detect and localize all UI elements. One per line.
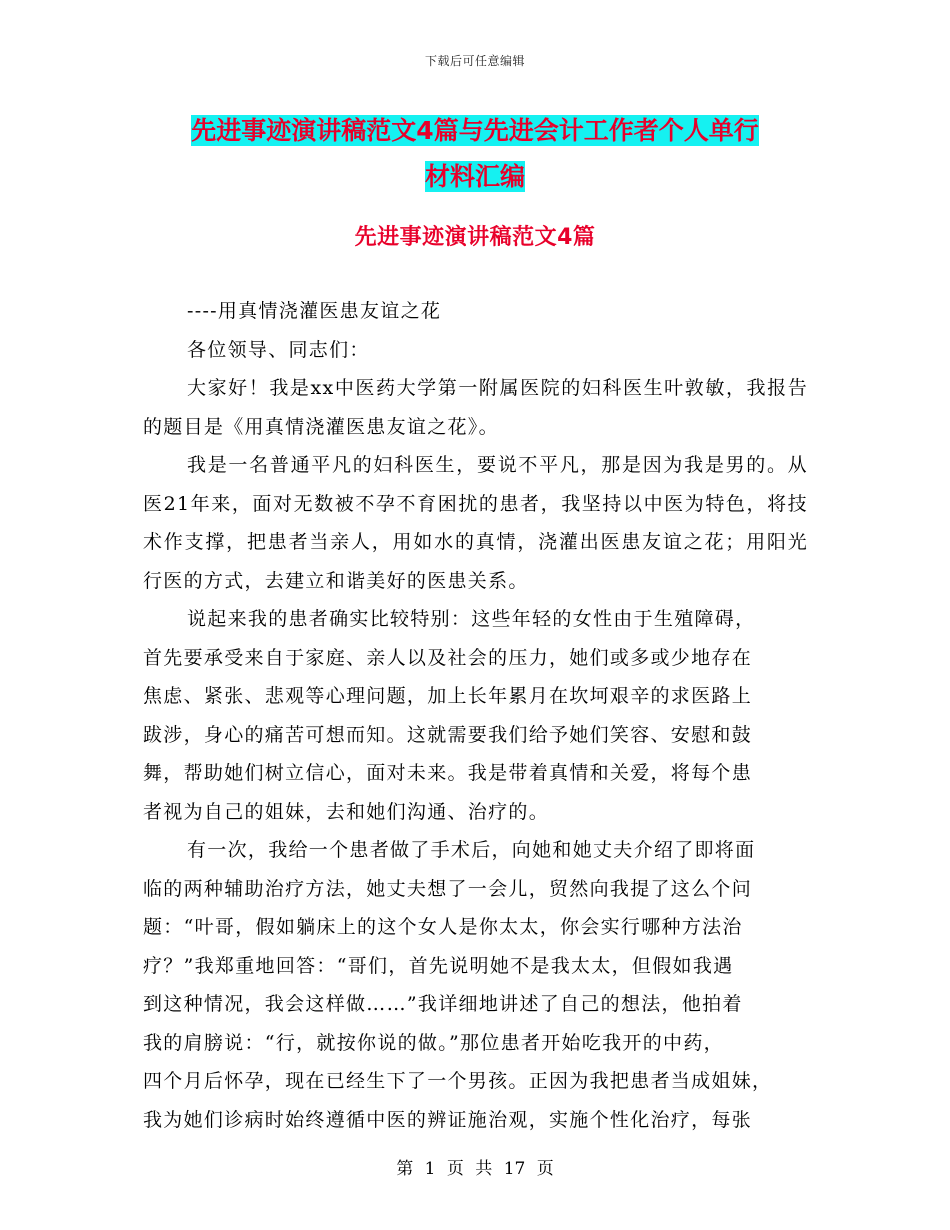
document-title-line-2: 材料汇编 <box>424 162 525 191</box>
paragraph-1: 大家好！我是xx中医药大学第一附属医院的妇科医生叶敦敏，我报告的题目是《用真情浇灌医患友谊之花》。 <box>143 377 808 438</box>
page-header-note: 下载后可任意编辑 <box>424 54 525 68</box>
paragraph-2: 我是一名普通平凡的妇科医生，要说不平凡，那是因为我是男的。从医21年来，面对无数被不孕不育困扰的患者，我坚持以中医为特色，将技术作支撑，把患者当亲人，用如水的真情，浇灌出医患友谊之花；用阳光行医的方式，去建立和谐美好的医患关系。 <box>143 454 808 592</box>
paragraph-4-line: 疗？”我郑重地回答：“哥们，首先说明她不是我太太，但假如我遇 <box>143 954 734 977</box>
paragraph-4-line: 四个月后怀孕，现在已经生下了一个男孩。正因为我把患者当成姐妹， <box>143 1070 773 1092</box>
document-title-line-1: 先进事迹演讲稿范文4篇与先进会计工作者个人单行 <box>191 116 759 145</box>
paragraph-4-line: 临的两种辅助治疗方法，她丈夫想了一会儿，贸然向我提了这么个问 <box>143 877 753 900</box>
paragraph-4-line: 题：“叶哥，假如躺床上的这个女人是你太太，你会实行哪种方法治 <box>143 916 743 938</box>
paragraph-3-line: 跋涉，身心的痛苦可想而知。这就需要我们给予她们笑容、安慰和鼓 <box>143 723 753 746</box>
document-body <box>143 292 808 1139</box>
page-number-footer: 第 1 页 共 17 页 <box>396 1159 554 1179</box>
speech-greeting: 各位领导、同志们： <box>187 338 370 361</box>
paragraph-4-line: 我为她们诊病时始终遵循中医的辨证施治观，实施个性化治疗，每张 <box>143 1108 753 1131</box>
document-title <box>0 108 950 200</box>
paragraph-4-line: 有一次，我给一个患者做了手术后，向她和她丈夫介绍了即将面 <box>187 839 756 861</box>
paragraph-3-line: 者视为自己的姐妹，去和她们沟通、治疗的。 <box>143 800 550 823</box>
paragraph-3-line: 说起来我的患者确实比较特别：这些年轻的女性由于生殖障碍， <box>187 608 756 630</box>
paragraph-4 <box>143 831 808 1139</box>
paragraph-3-line: 舞，帮助她们树立信心，面对未来。我是带着真情和关爱，将每个患 <box>143 762 753 784</box>
paragraph-3-line: 焦虑、紧张、悲观等心理问题，加上长年累月在坎坷艰辛的求医路上 <box>143 685 753 707</box>
speech-subtitle: ----用真情浇灌医患友谊之花 <box>187 300 442 322</box>
section-title: 先进事迹演讲稿范文4篇 <box>354 225 596 250</box>
paragraph-4-line: 到这种情况，我会这样做……”我详细地讲述了自己的想法，他拍着 <box>143 993 743 1015</box>
paragraph-3 <box>143 600 808 831</box>
paragraph-3-line: 首先要承受来自于家庭、亲人以及社会的压力，她们或多或少地存在 <box>143 646 753 669</box>
paragraph-4-line: 我的肩膀说：“行，就按你说的做。”那位患者开始吃我开的中药， <box>143 1031 724 1054</box>
